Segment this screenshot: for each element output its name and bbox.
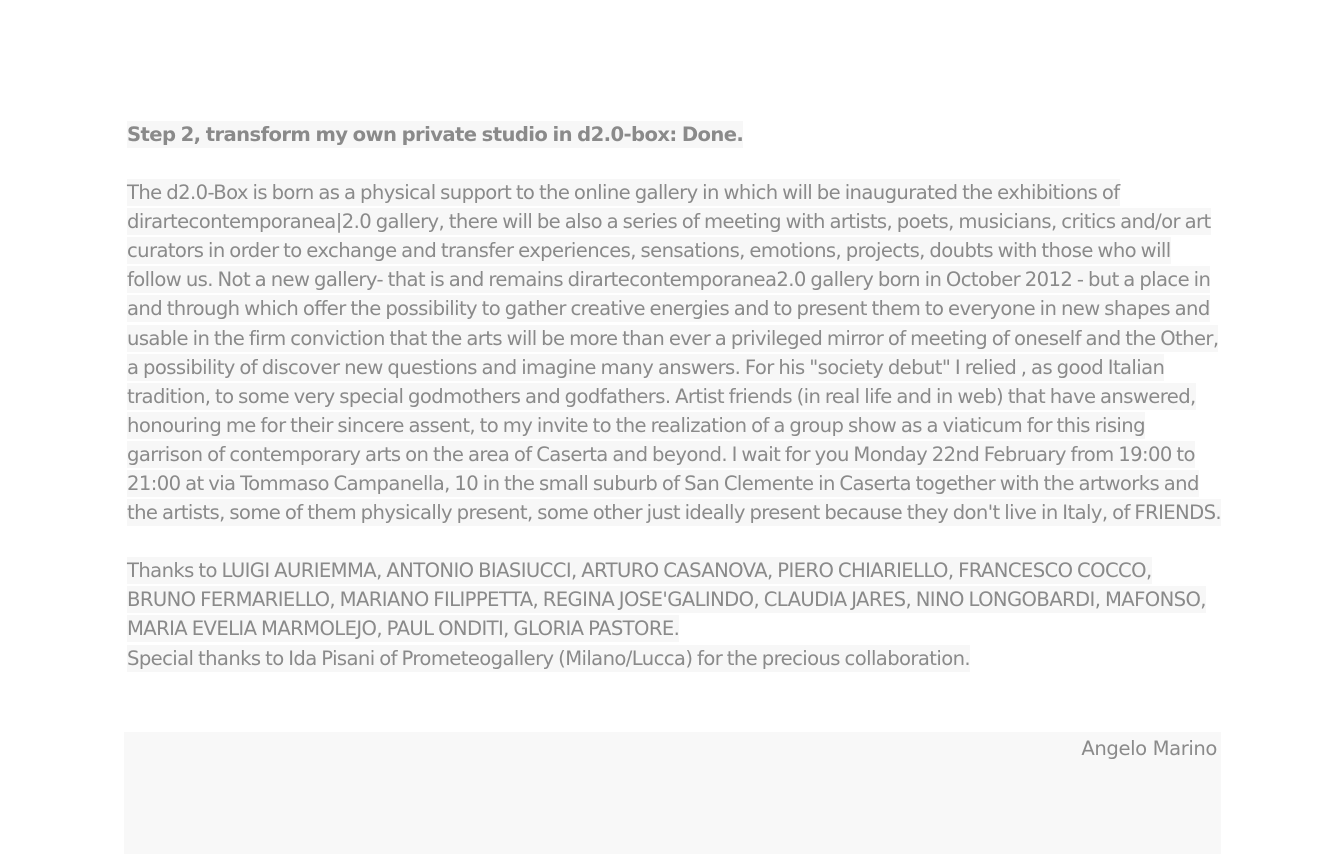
signature: Angelo Marino <box>1081 737 1217 760</box>
page-heading <box>127 120 1222 149</box>
signature-block <box>124 732 1221 854</box>
body-paragraph <box>127 178 1222 527</box>
heading-text: Step 2, transform my own private studio in d2.0-box: Done. <box>127 123 744 146</box>
body-text: The d2.0-Box is born as a physical support to the online gallery in which will be inaugurated the exhibitions of dirartecontemporanea|2.0 gallery, there will be also a series of meeting with artists, poets, musicians, critics and/or art curators in order to exchange and transfer experiences, sensations, emotions, projects, doubts with those who will follow us. Not a new gallery- that is and remains dirartecontemporanea2.0 gallery born in October 2012 - but a place in and through which offer the possibility to gather creative energies and to present them to everyone in new shapes and usable in the firm conviction that the arts will be more than ever a privileged mirror of meeting of oneself and the Other, a possibility of discover new questions and imagine many answers. For his "society debut" I relied , as good Italian tradition, to some very special godmothers and godfathers. Artist friends (in real life and in web) that have answered, honouring me for their sincere assent, to my invite to the realization of a group show as a viaticum for this rising garrison of contemporary arts on the area of Caserta and beyond. I wait for you Monday 22nd February from 19:00 to 21:00 at via Tommaso Campanella, 10 in the small suburb of San Clemente in Caserta together with the artworks and the artists, some of them physically present, some other just ideally present because they don't live in Italy, of FRIENDS. <box>127 181 1222 525</box>
special-thanks-paragraph <box>127 644 1222 673</box>
special-thanks-text: Special thanks to Ida Pisani of Prometeogallery (Milano/Lucca) for the precious collaboration. <box>127 646 971 670</box>
thanks-paragraph <box>127 556 1222 643</box>
document-content <box>127 120 1222 673</box>
thanks-text: Thanks to LUIGI AURIEMMA, ANTONIO BIASIUCCI, ARTURO CASANOVA, PIERO CHIARIELLO, FRANCESCO COCCO, BRUNO FERMARIELLO, MARIANO FILIPPETTA, REGINA JOSE'GALINDO, CLAUDIA JARES, NINO LONGOBARDI, MAFONSO, MARIA EVELIA MARMOLEJO, PAUL ONDITI, GLORIA PASTORE. <box>127 559 1206 641</box>
